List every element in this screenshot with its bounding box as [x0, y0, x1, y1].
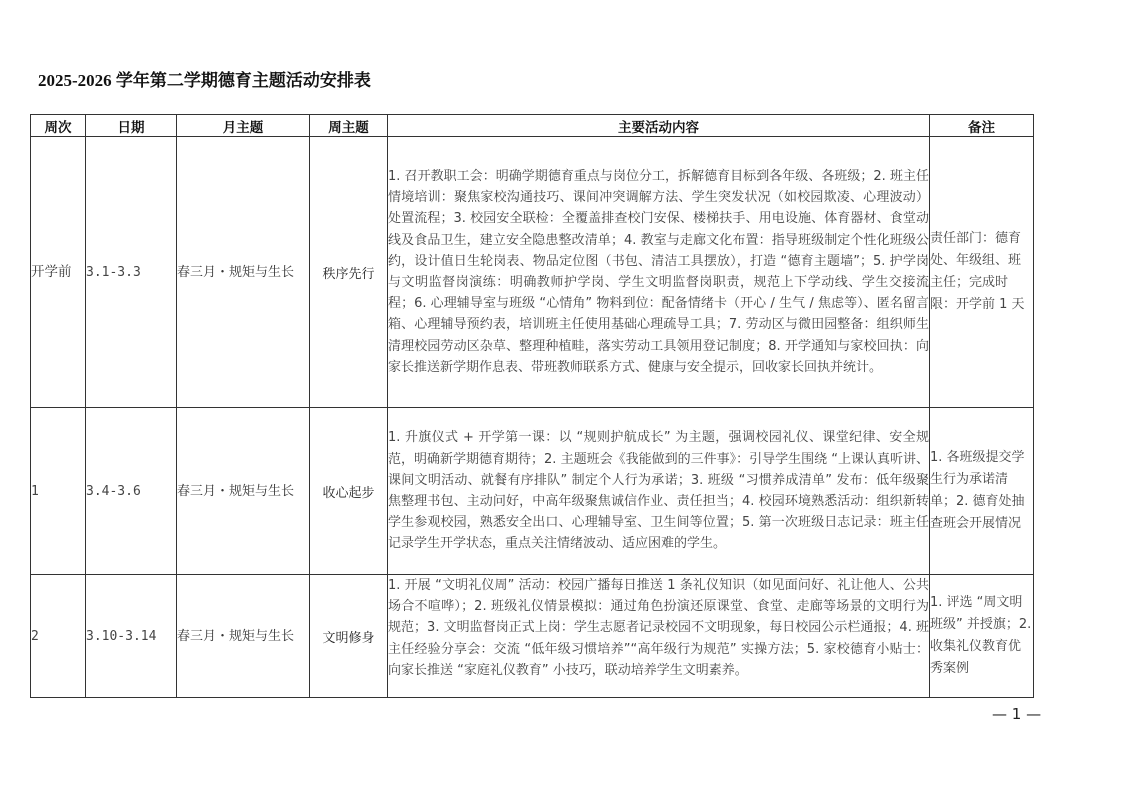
date-cell: 3.4-3.6 — [86, 408, 177, 575]
table-row — [31, 137, 1034, 408]
header-date: 日期 — [86, 115, 177, 137]
month-theme-cell: 春三月・规矩与生长 — [177, 408, 310, 575]
header-month-theme: 月主题 — [177, 115, 310, 137]
activity-content-cell: 1. 升旗仪式 + 开学第一课：以 “规则护航成长” 为主题，强调校园礼仪、课堂纪律、安全规范，明确新学期德育期待；2. 主题班会《我能做到的三件事》：引导学生围绕 “上课认真听讲、课间文明活动、就餐有序排队” 制定个人行为承诺；3. 班级 “习惯养成清单” 发布：低年级聚焦整理书包、主动问好，中高年级聚焦诚信作业、责任担当；4. 校园环境熟悉活动：组织新转学生参观校园，熟悉安全出口、心理辅导室、卫生间等位置；5. 第一次班级日志记录：班主任记录学生开学状态，重点关注情绪波动、适应困难的学生。 — [388, 408, 930, 575]
activity-content-cell — [388, 575, 930, 698]
note-cell: 责任部门：德育处、年级组、班主任；完成时限：开学前 1 天 — [930, 137, 1034, 408]
document-title: 2025-2026 学年第二学期德育主题活动安排表 — [38, 71, 371, 90]
week-cell: 开学前 — [31, 137, 86, 408]
activity-content-cell: 1. 召开教职工会：明确学期德育重点与岗位分工，拆解德育目标到各年级、各班级；2. 班主任情境培训：聚焦家校沟通技巧、课间冲突调解方法、学生突发状况（如校园欺凌、心理波动）处置流程；3. 校园安全联检：全覆盖排查校门安保、楼梯扶手、用电设施、体育器材、食堂动线及食品卫生，建立安全隐患整改清单；4. 教室与走廊文化布置：指导班级制定个性化班级公约，设计值日生轮岗表、物品定位图（书包、清洁工具摆放），打造 “德育主题墙”；5. 护学岗与文明监督岗演练：明确教师护学岗、学生文明监督岗职责，规范上下学动线、学生交接流程；6. 心理辅导室与班级 “心情角” 物料到位：配备情绪卡（开心 / 生气 / 焦虑等）、匿名留言箱、心理辅导预约表，培训班主任使用基础心理疏导工具；7. 劳动区与微田园整备：组织师生清理校园劳动区杂草、整理种植畦，落实劳动工具领用登记制度；8. 开学通知与家校回执：向家长推送新学期作息表、带班教师联系方式、健康与安全提示，回收家长回执并统计。 — [388, 137, 930, 408]
header-week-theme: 周主题 — [310, 115, 388, 137]
table-row — [31, 575, 1034, 698]
header-notes: 备注 — [930, 115, 1034, 137]
month-theme-cell: 春三月・规矩与生长 — [177, 575, 310, 698]
note-cell: 1. 评选 “周文明班级” 并授旗；2. 收集礼仪教育优秀案例 — [930, 575, 1034, 698]
week-cell: 2 — [31, 575, 86, 698]
week-theme-cell: 收心起步 — [310, 408, 388, 575]
month-theme-cell: 春三月・规矩与生长 — [177, 137, 310, 408]
date-cell: 3.1-3.3 — [86, 137, 177, 408]
table-row — [31, 408, 1034, 575]
week-theme-cell: 秩序先行 — [310, 137, 388, 408]
page-number: — 1 — — [992, 705, 1042, 723]
table-header-row — [31, 115, 1034, 137]
week-cell: 1 — [31, 408, 86, 575]
header-week: 周次 — [31, 115, 86, 137]
activity-content-text: 1. 开展 “文明礼仪周” 活动：校园广播每日推送 1 条礼仪知识（如见面问好、礼让他人、公共场合不喧哗）；2. 班级礼仪情景模拟：通过角色扮演还原课堂、食堂、走廊等场景的文明行为规范；3. 文明监督岗正式上岗：学生志愿者记录校园不文明现象，每日校园公示栏通报；4. 班主任经验分享会：交流 “低年级习惯培养”“高年级行为规范” 实操方法；5. 家校德育小贴士：向家长推送 “家庭礼仪教育” 小技巧，联动培养学生文明素养。 — [388, 578, 929, 678]
note-cell: 1. 各班级提交学生行为承诺清单；2. 德育处抽查班会开展情况 — [930, 408, 1034, 575]
activity-schedule-table — [30, 114, 1034, 698]
header-main-activities: 主要活动内容 — [388, 115, 930, 137]
date-cell: 3.10-3.14 — [86, 575, 177, 698]
week-theme-cell: 文明修身 — [310, 575, 388, 698]
